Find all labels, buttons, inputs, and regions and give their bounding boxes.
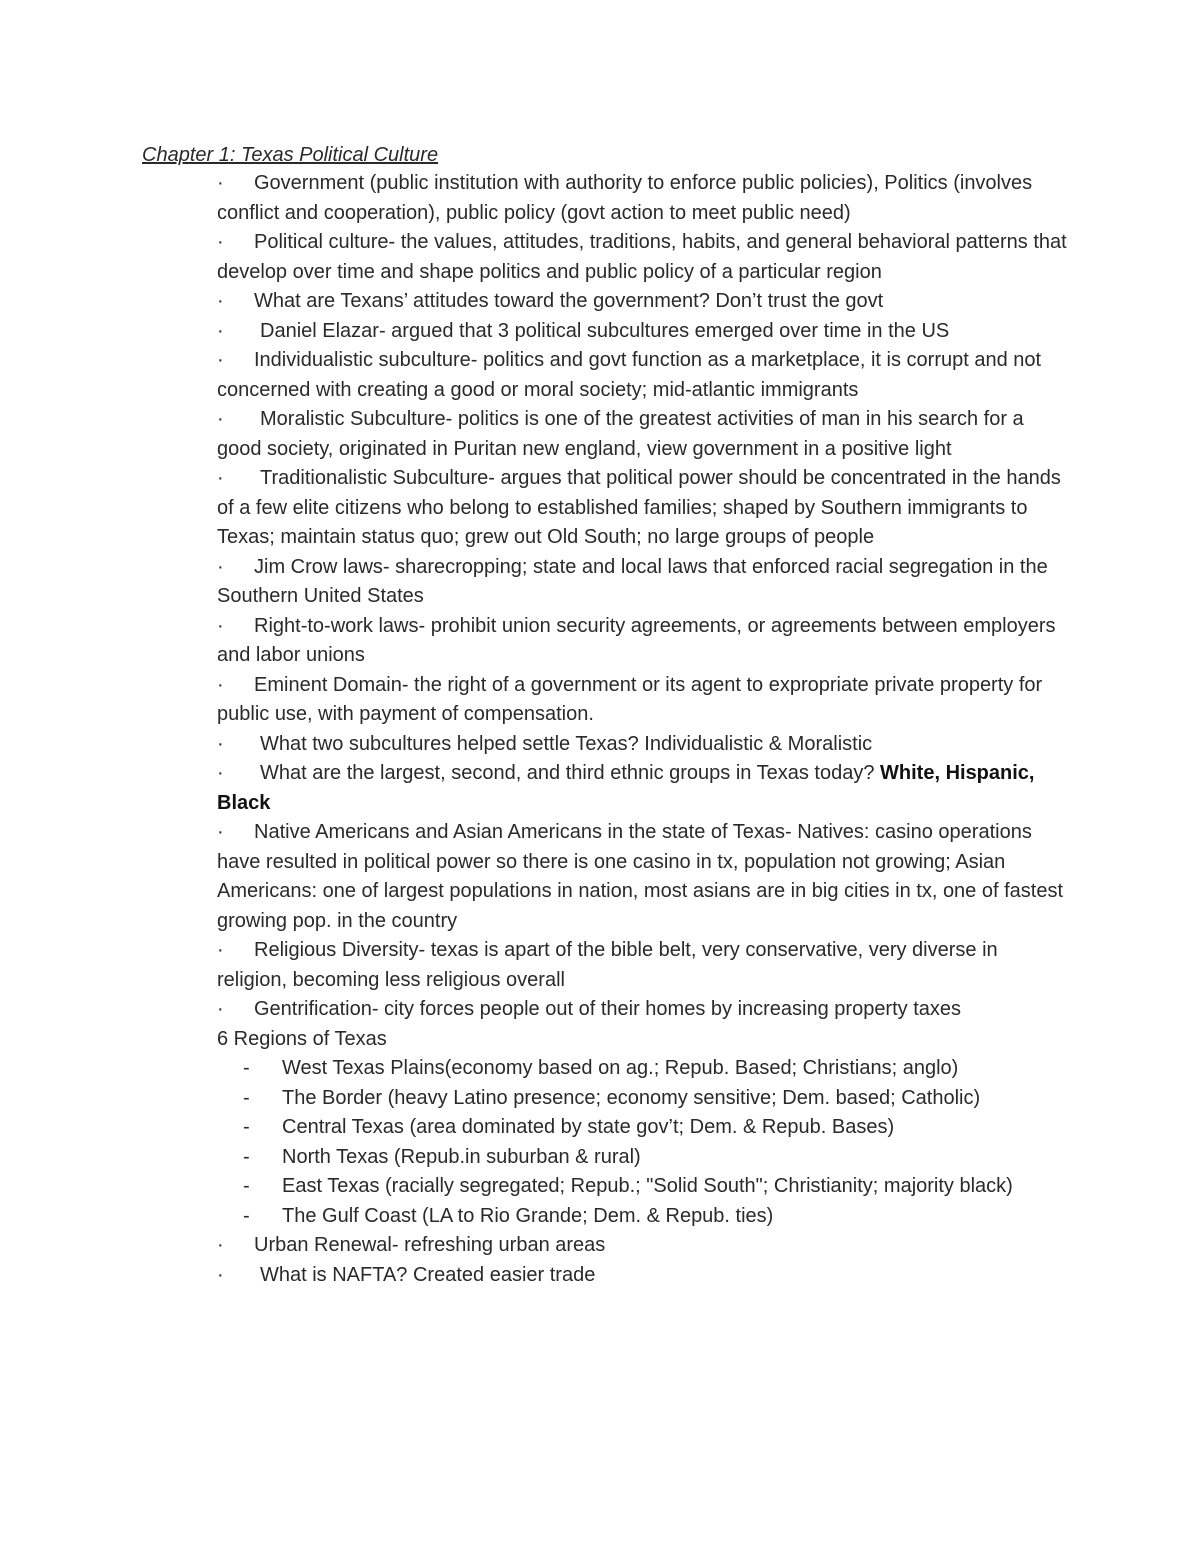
region-item (243, 1084, 1067, 1114)
dash-glyph: - (243, 1204, 250, 1227)
bullet-glyph: · (217, 1263, 224, 1286)
note-item (217, 346, 1067, 405)
note-item (217, 1231, 1067, 1261)
note-text: Right-to-work laws- prohibit union security agreements, or agreements between employers and labor unions (217, 614, 1056, 666)
region-text: The Border (heavy Latino presence; economy sensitive; Dem. based; Catholic) (282, 1086, 981, 1109)
note-text: Traditionalistic Subculture- argues that political power should be concentrated in the hands of a few elite citizens who belong to established families; shaped by Southern immigrants to Texas; maintain status quo; grew out Old South; no large groups of people (217, 467, 1061, 548)
note-item (217, 464, 1067, 553)
bullet-glyph: · (217, 319, 224, 342)
regions-list (217, 1054, 1067, 1231)
note-item (217, 287, 1067, 317)
note-text: What are the largest, second, and third ethnic groups in Texas today? (260, 762, 875, 784)
region-text: Central Texas (area dominated by state gov’t; Dem. & Repub. Bases) (282, 1116, 895, 1138)
bullet-glyph: · (217, 732, 224, 755)
note-text: Moralistic Subculture- politics is one of the greatest activities of man in his search for a good society, originated in Puritan new england, view government in a positive light (217, 408, 1024, 460)
note-text: What two subcultures helped settle Texas? Individualistic & Moralistic (260, 732, 873, 755)
note-text: Individualistic subculture- politics and govt function as a marketplace, it is corrupt and not concerned with creating a good or moral society; mid-atlantic immigrants (217, 349, 1042, 401)
note-item (217, 936, 1067, 995)
dash-glyph: - (243, 1145, 250, 1168)
note-text: Native Americans and Asian Americans in the state of Texas- Natives: casino operations have resulted in political power so there is one casino in tx, population not growing; Asian Americans: one of largest populations in nation, most asians are in big cities in tx, one of fastest growing pop. in the country (217, 821, 1064, 932)
notes-body (217, 169, 1067, 1290)
bullet-glyph: · (217, 821, 224, 843)
region-text: The Gulf Coast (LA to Rio Grande; Dem. & Repub. ties) (282, 1204, 774, 1227)
bullet-glyph: · (217, 349, 224, 371)
note-item (217, 405, 1067, 464)
note-item (217, 995, 1067, 1025)
note-item (217, 169, 1067, 228)
ethnic-groups-answer: White, Hispanic, Black (217, 762, 1035, 814)
note-item (217, 671, 1067, 730)
dash-glyph: - (243, 1057, 250, 1079)
region-text: North Texas (Repub.in suburban & rural) (282, 1145, 641, 1168)
bullet-glyph: · (217, 998, 224, 1020)
page-title: Chapter 1: Texas Political Culture (142, 144, 439, 166)
dash-glyph: - (243, 1116, 250, 1138)
note-item (217, 228, 1067, 287)
note-text: Political culture- the values, attitudes, traditions, habits, and general behavioral patterns that develop over time and shape politics and public policy of a particular region (217, 231, 1067, 283)
note-item (217, 730, 1067, 760)
note-item (217, 612, 1067, 671)
region-item (243, 1202, 1067, 1232)
note-item (217, 553, 1067, 612)
dash-glyph: - (243, 1175, 250, 1197)
note-item (217, 317, 1067, 347)
region-item (243, 1172, 1067, 1202)
bullet-glyph: · (217, 673, 224, 696)
note-text: Government (public institution with authority to enforce public policies), Politics (involves conflict and cooperation), public policy (govt action to meet public need) (217, 172, 1033, 224)
dash-glyph: - (243, 1086, 250, 1109)
region-text: East Texas (racially segregated; Repub.; "Solid South"; Christianity; majority black) (282, 1175, 1013, 1197)
bullet-glyph: · (217, 172, 224, 194)
region-item (243, 1054, 1067, 1084)
region-item (243, 1113, 1067, 1143)
bullet-glyph: · (217, 555, 224, 578)
regions-heading: 6 Regions of Texas (217, 1027, 387, 1050)
bullet-glyph: · (217, 1234, 224, 1256)
bullet-glyph: · (217, 467, 224, 489)
note-item (217, 1261, 1067, 1291)
region-item (243, 1143, 1067, 1173)
bullet-glyph: · (217, 231, 224, 253)
note-text: Jim Crow laws- sharecropping; state and local laws that enforced racial segregation in the Southern United States (217, 555, 1048, 607)
bullet-glyph: · (217, 939, 224, 961)
note-text: What are Texans’ attitudes toward the government? Don’t trust the govt (254, 290, 884, 312)
note-text: What is NAFTA? Created easier trade (260, 1263, 596, 1286)
note-text: Daniel Elazar- argued that 3 political subcultures emerged over time in the US (260, 319, 950, 342)
note-text: Religious Diversity- texas is apart of the bible belt, very conservative, very diverse in religion, becoming less religious overall (217, 939, 998, 991)
bullet-glyph: · (217, 290, 224, 312)
note-text: Eminent Domain- the right of a government or its agent to expropriate private property for public use, with payment of compensation. (217, 673, 1043, 725)
bullet-glyph: · (217, 614, 224, 637)
bullet-glyph: · (217, 408, 224, 430)
bullet-glyph: · (217, 762, 224, 784)
note-text: Gentrification- city forces people out of their homes by increasing property taxes (254, 998, 962, 1020)
note-text: Urban Renewal- refreshing urban areas (254, 1234, 606, 1256)
note-item (217, 818, 1067, 936)
region-text: West Texas Plains(economy based on ag.; Repub. Based; Christians; anglo) (282, 1057, 959, 1079)
note-item (217, 759, 1067, 818)
